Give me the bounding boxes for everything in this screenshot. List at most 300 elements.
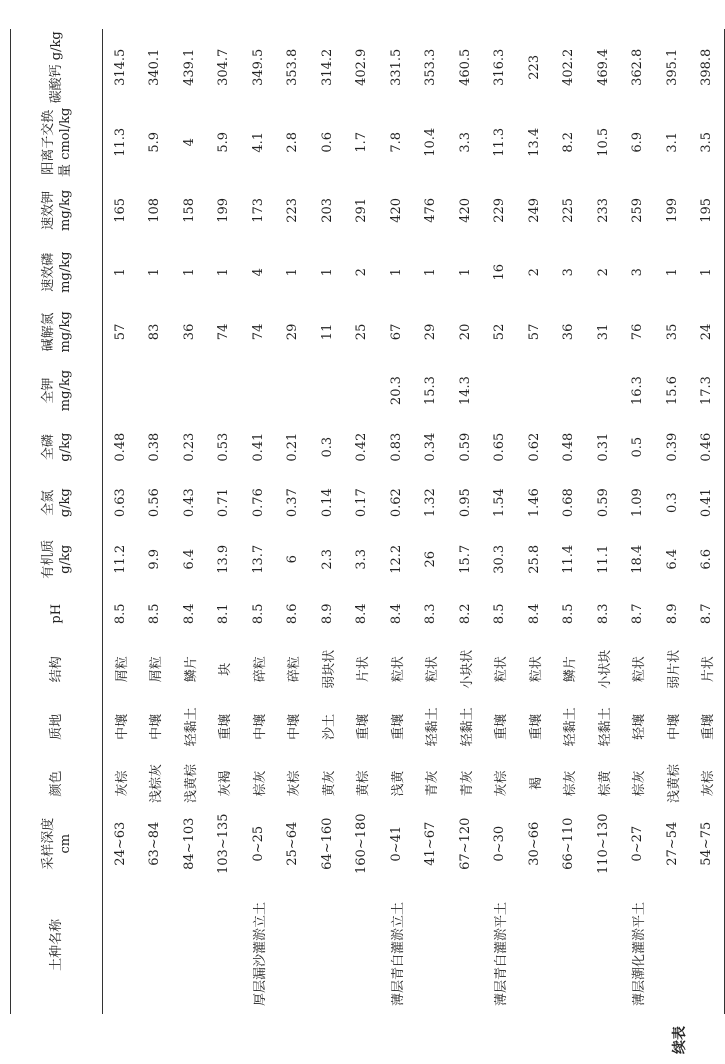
soil-name-cell: 薄层青白灌淤平土: [494, 901, 510, 1006]
table-cell: 沙土: [321, 713, 337, 740]
table-cell: 6.9: [630, 131, 646, 153]
table-cell: 420: [457, 197, 473, 223]
table-cell: 64~160: [319, 817, 335, 870]
table-cell: 27~54: [664, 821, 680, 866]
table-cell: 83: [147, 323, 163, 341]
table-cell: 160~180: [354, 813, 370, 874]
table-row: [655, 29, 690, 1014]
table-cell: 1: [216, 268, 232, 277]
column-header: 有机质 g/kg: [11, 531, 103, 588]
table-row: [103, 29, 138, 1014]
table-cell: 8.2: [561, 131, 577, 153]
table-cell: 青灰: [425, 770, 441, 797]
table-cell: [138, 361, 173, 420]
table-cell: 重壤: [390, 713, 406, 740]
table-cell: 199: [664, 197, 680, 223]
table-cell: [207, 361, 242, 420]
table-cell: 14.3: [457, 376, 473, 406]
column-header: 全氮 g/kg: [11, 474, 103, 531]
table-cell: 3.3: [457, 131, 473, 153]
table-cell: 轻黏土: [597, 707, 613, 747]
table-cell: 26: [423, 551, 439, 568]
table-cell: 0.41: [250, 432, 266, 462]
table-cell: 6.6: [690, 531, 725, 588]
table-cell: 0.46: [690, 420, 725, 474]
table-cell: 52: [492, 323, 508, 341]
table-cell: 469.4: [595, 48, 611, 86]
table-cell: 屑粒: [114, 656, 130, 683]
table-cell: 0.56: [147, 488, 163, 518]
table-row: [207, 29, 242, 1014]
table-cell: 灰棕: [494, 770, 510, 797]
table-cell: 16: [492, 263, 508, 281]
column-header: 采样深度 cm: [11, 812, 103, 876]
table-cell: 棕灰: [632, 770, 648, 797]
table-cell: 460.5: [457, 48, 473, 86]
table-cell: 灰棕: [287, 770, 303, 797]
soil-name-cell: [276, 876, 311, 1014]
table-cell: 420: [388, 197, 404, 223]
table-cell: 1: [181, 268, 197, 277]
table-cell: 29: [285, 323, 301, 341]
table-cell: 黄棕: [356, 770, 372, 797]
table-cell: 1: [664, 268, 680, 277]
table-cell: [172, 361, 207, 420]
table-caption: 续表: [672, 1026, 688, 1054]
table-cell: 331.5: [388, 48, 404, 86]
soil-name-cell: [448, 876, 483, 1014]
table-cell: 4.1: [250, 131, 266, 153]
table-cell: 6.4: [664, 548, 680, 570]
table-cell: [552, 361, 587, 420]
table-cell: 轻黏土: [425, 707, 441, 747]
table-cell: 8.6: [285, 603, 301, 625]
table-cell: 20: [457, 323, 473, 341]
table-cell: 195: [690, 179, 725, 242]
table-cell: 8.4: [388, 603, 404, 625]
table-cell: 35: [664, 323, 680, 341]
table-cell: 15.7: [457, 544, 473, 574]
table-cell: 8.4: [181, 603, 197, 625]
table-cell: 304.7: [216, 48, 232, 86]
table-cell: 轻壤: [632, 713, 648, 740]
table-cell: 63~84: [147, 821, 163, 866]
table-cell: 76: [630, 323, 646, 341]
table-cell: 1.7: [354, 131, 370, 153]
table-cell: 54~75: [690, 812, 725, 876]
table-cell: 259: [630, 197, 646, 223]
table-cell: 3: [561, 268, 577, 277]
table-cell: 0.59: [457, 432, 473, 462]
table-cell: 17.3: [690, 361, 725, 420]
table-cell: 13.4: [526, 127, 542, 157]
column-header: 碳酸钙 g/kg: [11, 29, 103, 106]
column-header: 颜色: [11, 755, 103, 812]
table-cell: 0.17: [354, 488, 370, 518]
table-cell: 165: [112, 197, 128, 223]
table-cell: 316.3: [492, 48, 508, 86]
table-cell: 棕灰: [563, 770, 579, 797]
table-cell: 8.5: [561, 603, 577, 625]
table-cell: 重壤: [528, 713, 544, 740]
table-row: [517, 29, 552, 1014]
header-row: [11, 29, 103, 1014]
table-cell: 25~64: [285, 821, 301, 866]
table-cell: 粒状: [528, 656, 544, 683]
soil-name-cell: [172, 876, 207, 1014]
table-cell: 36: [561, 323, 577, 341]
table-cell: 3.1: [664, 131, 680, 153]
table-cell: 203: [319, 197, 335, 223]
table-cell: 2.8: [285, 131, 301, 153]
table-cell: 1.54: [492, 488, 508, 518]
table-cell: 碎粒: [287, 656, 303, 683]
table-cell: 476: [423, 197, 439, 223]
table-cell: 11.2: [112, 544, 128, 574]
table-cell: 3.3: [354, 548, 370, 570]
table-cell: 粒状: [494, 656, 510, 683]
table-cell: [586, 361, 621, 420]
table-cell: 碎粒: [252, 656, 268, 683]
soil-name-cell: [690, 876, 725, 1014]
table-cell: 9.9: [147, 548, 163, 570]
table-cell: 41~67: [423, 821, 439, 866]
table-cell: [241, 361, 276, 420]
table-cell: 398.8: [690, 29, 725, 106]
soil-data-table: [10, 29, 725, 1014]
table-cell: 0.65: [492, 432, 508, 462]
table-cell: 1: [147, 268, 163, 277]
table-cell: 小状块: [597, 649, 613, 689]
table-cell: 291: [354, 197, 370, 223]
table-cell: 8.7: [630, 603, 646, 625]
table-cell: 青灰: [459, 770, 475, 797]
table-cell: 1.46: [526, 488, 542, 518]
table-cell: 浅黄棕: [666, 763, 682, 803]
soil-name-cell: [138, 876, 173, 1014]
table-row: [310, 29, 345, 1014]
table-cell: 353.3: [423, 48, 439, 86]
table-cell: 11.1: [595, 544, 611, 574]
table-cell: 0.41: [690, 474, 725, 531]
table-cell: 褐: [528, 776, 544, 790]
column-header: pH: [11, 588, 103, 640]
table-cell: 8.7: [690, 588, 725, 640]
table-cell: [517, 361, 552, 420]
table-cell: 粒状: [425, 656, 441, 683]
table-cell: 25: [354, 323, 370, 341]
table-cell: 0.23: [181, 432, 197, 462]
column-header: 速效磷 mg/kg: [11, 242, 103, 303]
table-cell: 4: [250, 268, 266, 277]
column-header: 质地: [11, 699, 103, 756]
table-cell: 屑粒: [149, 656, 165, 683]
table-cell: 1: [388, 268, 404, 277]
table-row: [621, 29, 656, 1014]
soil-name-cell: [517, 876, 552, 1014]
table-cell: 223: [285, 197, 301, 223]
table-cell: 1: [457, 268, 473, 277]
soil-name-cell: 厚层漏沙灌淤立土: [252, 901, 268, 1006]
column-header: 结构: [11, 640, 103, 699]
table-cell: 103~135: [216, 813, 232, 874]
table-cell: 灰褐: [218, 770, 234, 797]
table-cell: 402.2: [561, 48, 577, 86]
table-cell: 中壤: [252, 713, 268, 740]
table-cell: 225: [561, 197, 577, 223]
table-cell: 31: [595, 323, 611, 341]
column-header: 速效钾 mg/kg: [11, 179, 103, 242]
table-cell: 349.5: [250, 48, 266, 86]
table-row: [379, 29, 414, 1014]
table-cell: 1.32: [423, 488, 439, 518]
table-cell: 0.48: [561, 432, 577, 462]
table-cell: 24~63: [112, 821, 128, 866]
table-cell: 小块状: [459, 649, 475, 689]
table-cell: 弱块状: [321, 649, 337, 689]
table-cell: 0.5: [630, 436, 646, 458]
table-cell: 173: [250, 197, 266, 223]
table-row: [552, 29, 587, 1014]
table-cell: 1: [112, 268, 128, 277]
table-cell: 11.3: [492, 127, 508, 157]
table-cell: 57: [526, 323, 542, 341]
table-cell: 84~103: [181, 817, 197, 870]
table-cell: 3.5: [690, 106, 725, 179]
table-cell: 229: [492, 197, 508, 223]
table-cell: 395.1: [664, 48, 680, 86]
soil-name-cell: [103, 876, 138, 1014]
table-cell: 0.95: [457, 488, 473, 518]
table-cell: 1.09: [630, 488, 646, 518]
table-cell: 2.3: [319, 548, 335, 570]
column-header: 全磷 g/kg: [11, 420, 103, 474]
table-cell: 158: [181, 197, 197, 223]
table-cell: 362.8: [630, 48, 646, 86]
table-cell: 67: [388, 323, 404, 341]
table-cell: 199: [216, 197, 232, 223]
table-cell: 20.3: [388, 376, 404, 406]
soil-name-cell: [345, 876, 380, 1014]
table-cell: 402.9: [354, 48, 370, 86]
soil-name-cell: 薄层青白灌淤立土: [390, 901, 406, 1006]
table-cell: 233: [595, 197, 611, 223]
table-cell: 0.71: [216, 488, 232, 518]
table-cell: 0.39: [664, 432, 680, 462]
table-cell: 36: [181, 323, 197, 341]
table-cell: 0.76: [250, 488, 266, 518]
table-cell: 74: [250, 323, 266, 341]
table-cell: [310, 361, 345, 420]
table-cell: 8.4: [354, 603, 370, 625]
table-row: [414, 29, 449, 1014]
table-cell: 0.21: [285, 432, 301, 462]
column-header: 阳离子交换量 cmol/kg: [11, 106, 103, 179]
table-cell: 314.5: [112, 48, 128, 86]
table-cell: 浅黄棕: [183, 763, 199, 803]
table-cell: 30~66: [526, 821, 542, 866]
table-cell: 10.4: [423, 127, 439, 157]
table-cell: 轻黏土: [183, 707, 199, 747]
soil-name-cell: [414, 876, 449, 1014]
table-cell: 0.3: [319, 436, 335, 458]
table-cell: 棕黄: [597, 770, 613, 797]
table-cell: 灰棕: [114, 770, 130, 797]
table-cell: 13.9: [216, 544, 232, 574]
table-cell: 314.2: [319, 48, 335, 86]
soil-name-cell: [655, 876, 690, 1014]
table-cell: 片状: [356, 656, 372, 683]
table-cell: 中壤: [114, 713, 130, 740]
table-cell: 16.3: [630, 376, 646, 406]
table-cell: 浅棕灰: [149, 763, 165, 803]
table-cell: [103, 361, 138, 420]
table-cell: 1: [285, 268, 301, 277]
table-cell: 中壤: [149, 713, 165, 740]
table-cell: 重壤: [218, 713, 234, 740]
table-cell: 0~25: [250, 825, 266, 862]
table-cell: 0.59: [595, 488, 611, 518]
soil-name-cell: [310, 876, 345, 1014]
table-cell: 6: [285, 555, 301, 564]
table-cell: 1: [319, 268, 335, 277]
table-cell: 0~30: [492, 825, 508, 862]
column-header: 土种名称: [11, 876, 103, 1014]
table-row: [586, 29, 621, 1014]
table-cell: 3: [630, 268, 646, 277]
table-cell: 0.14: [319, 488, 335, 518]
table-cell: 棕灰: [252, 770, 268, 797]
table-cell: 8.2: [457, 603, 473, 625]
table-cell: 439.1: [181, 48, 197, 86]
table-row: [345, 29, 380, 1014]
table-cell: 13.7: [250, 544, 266, 574]
table-cell: 25.8: [526, 544, 542, 574]
table-cell: 223: [526, 54, 542, 80]
soil-name-cell: 薄层潮化灌淤平土: [632, 901, 648, 1006]
table-cell: [483, 361, 518, 420]
table-cell: 340.1: [147, 48, 163, 86]
table-cell: 重壤: [356, 713, 372, 740]
table-cell: 11.3: [112, 127, 128, 157]
table-cell: 重壤: [690, 699, 725, 756]
table-cell: 5.9: [147, 131, 163, 153]
table-cell: 11: [319, 323, 335, 341]
table-cell: 8.5: [492, 603, 508, 625]
table-cell: 4: [181, 138, 197, 147]
table-cell: 鳞片: [183, 656, 199, 683]
column-header: 全钾 mg/kg: [11, 361, 103, 420]
table-cell: 15.6: [664, 376, 680, 406]
table-cell: 29: [423, 323, 439, 341]
table-cell: 鳞片: [563, 656, 579, 683]
table-cell: 0.34: [423, 432, 439, 462]
soil-name-cell: [207, 876, 242, 1014]
table-cell: 浅黄: [390, 770, 406, 797]
table-cell: 0.42: [354, 432, 370, 462]
table-cell: 110~130: [595, 813, 611, 874]
table-cell: 0.37: [285, 488, 301, 518]
table-cell: 8.3: [595, 603, 611, 625]
table-cell: 中壤: [666, 713, 682, 740]
table-row: [276, 29, 311, 1014]
table-cell: [345, 361, 380, 420]
table-cell: 0.38: [147, 432, 163, 462]
table-cell: 轻黏土: [563, 707, 579, 747]
table-row: [690, 29, 725, 1014]
table-cell: 0~27: [630, 825, 646, 862]
table-cell: 74: [216, 323, 232, 341]
table-cell: 0.3: [664, 492, 680, 514]
table-cell: 30.3: [492, 544, 508, 574]
table-cell: 0.31: [595, 432, 611, 462]
table-cell: 0.6: [319, 131, 335, 153]
soil-name-cell: [586, 876, 621, 1014]
table-cell: 8.4: [526, 603, 542, 625]
table-cell: 11.4: [561, 544, 577, 574]
column-header: 碱解氮 mg/kg: [11, 303, 103, 362]
table-cell: 1: [423, 268, 439, 277]
table-row: [138, 29, 173, 1014]
table-cell: 18.4: [630, 544, 646, 574]
table-cell: 7.8: [388, 131, 404, 153]
table-cell: 2: [526, 268, 542, 277]
table-cell: 0.68: [561, 488, 577, 518]
table-cell: 353.8: [285, 48, 301, 86]
table-cell: 0.43: [181, 488, 197, 518]
table-cell: 57: [112, 323, 128, 341]
soil-name-cell: [552, 876, 587, 1014]
table-cell: 5.9: [216, 131, 232, 153]
table-row: [483, 29, 518, 1014]
table-cell: 0.53: [216, 432, 232, 462]
table-cell: 弱片状: [666, 649, 682, 689]
table-cell: 0.62: [526, 432, 542, 462]
table-cell: 片状: [690, 640, 725, 699]
table-row: [448, 29, 483, 1014]
table-cell: 24: [690, 303, 725, 362]
table-cell: 67~120: [457, 817, 473, 870]
table-cell: 8.5: [147, 603, 163, 625]
table-cell: 108: [147, 197, 163, 223]
table-cell: 8.9: [319, 603, 335, 625]
table-cell: 0~41: [388, 825, 404, 862]
table-cell: 12.2: [388, 544, 404, 574]
table-cell: 2: [354, 268, 370, 277]
table-cell: 0.48: [112, 432, 128, 462]
table-cell: 8.5: [112, 603, 128, 625]
table-cell: 块: [218, 662, 234, 676]
table-cell: 249: [526, 197, 542, 223]
table-cell: 8.3: [423, 603, 439, 625]
table-cell: 8.9: [664, 603, 680, 625]
table-cell: 灰棕: [690, 755, 725, 812]
table-cell: 粒状: [632, 656, 648, 683]
table-cell: 66~110: [561, 817, 577, 870]
table-cell: 粒状: [390, 656, 406, 683]
table-cell: 8.1: [216, 603, 232, 625]
table-row: [241, 29, 276, 1014]
table-cell: 0.62: [388, 488, 404, 518]
table-cell: 重壤: [494, 713, 510, 740]
table-body: [103, 29, 725, 1014]
table-cell: 中壤: [287, 713, 303, 740]
table-cell: 0.83: [388, 432, 404, 462]
table-cell: 0.63: [112, 488, 128, 518]
table-cell: 6.4: [181, 548, 197, 570]
table-cell: 8.5: [250, 603, 266, 625]
table-cell: 15.3: [423, 376, 439, 406]
